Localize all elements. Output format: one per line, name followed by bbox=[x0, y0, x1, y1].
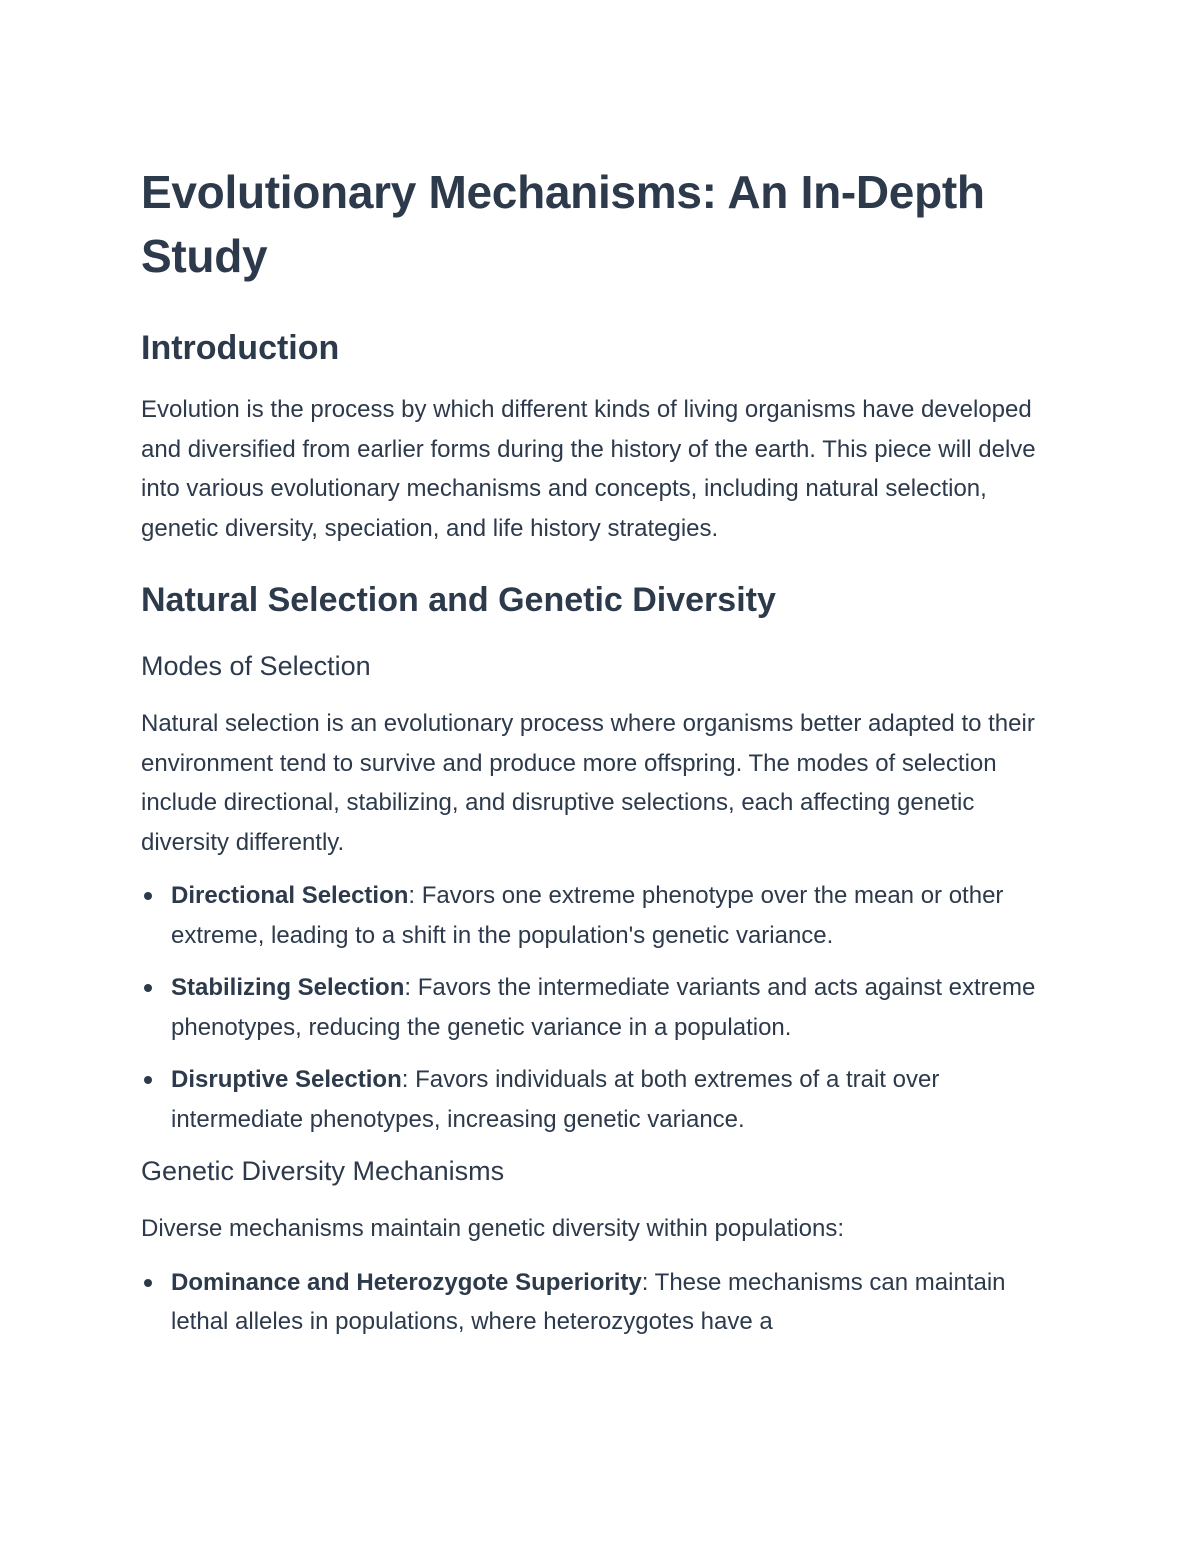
list-item-separator: : bbox=[408, 882, 422, 909]
genetic-diversity-heading: Genetic Diversity Mechanisms bbox=[141, 1156, 505, 1186]
bullet-icon bbox=[144, 984, 152, 992]
list-item bbox=[141, 1263, 1061, 1342]
list-item-term: Stabilizing Selection bbox=[171, 974, 405, 1001]
list-item-text: Favors the intermediate variants and acts against extreme phenotypes, reducing the genetic variance in a population. bbox=[171, 974, 1036, 1041]
introduction-paragraph: Evolution is the process by which different kinds of living organisms have developed and diversified from earlier forms during the history of the earth. This piece will delve into various evolutionary mechanisms and concepts, including natural selection, genetic diversity, speciation, and life history strategies. bbox=[141, 396, 1036, 542]
list-item-text: These mechanisms can maintain lethal alleles in populations, where heterozygotes have a bbox=[171, 1268, 1006, 1335]
modes-of-selection-paragraph: Natural selection is an evolutionary process where organisms better adapted to their environment tend to survive and produce more offspring. The modes of selection include directional, stabilizing, and disruptive selections, each affecting genetic diversity differently. bbox=[141, 710, 1035, 856]
diversity-mechanisms-list bbox=[141, 1263, 1061, 1342]
natural-selection-heading: Natural Selection and Genetic Diversity bbox=[141, 581, 776, 619]
genetic-diversity-paragraph: Diverse mechanisms maintain genetic diversity within populations: bbox=[141, 1215, 844, 1242]
list-item bbox=[141, 968, 1061, 1047]
document-title: Evolutionary Mechanisms: An In-Depth Study bbox=[141, 166, 985, 282]
list-item-text: Favors individuals at both extremes of a trait over intermediate phenotypes, increasing genetic variance. bbox=[171, 1066, 940, 1133]
modes-of-selection-heading: Modes of Selection bbox=[141, 651, 371, 681]
introduction-heading: Introduction bbox=[141, 329, 340, 367]
list-item-term: Directional Selection bbox=[171, 882, 409, 909]
list-item bbox=[141, 876, 1061, 955]
bullet-icon bbox=[144, 1076, 152, 1084]
list-item bbox=[141, 1060, 1061, 1139]
list-item-term: Dominance and Heterozygote Superiority bbox=[171, 1268, 642, 1296]
bullet-icon bbox=[144, 892, 152, 900]
document-page bbox=[141, 160, 1061, 1355]
list-item-separator: : bbox=[404, 974, 418, 1001]
list-item-separator: : bbox=[401, 1066, 416, 1093]
selection-modes-list bbox=[141, 876, 1061, 1139]
list-item-separator: : bbox=[641, 1268, 655, 1296]
list-item-text: Favors one extreme phenotype over the mean or other extreme, leading to a shift in the population's genetic variance. bbox=[171, 882, 1004, 949]
bullet-icon bbox=[144, 1279, 152, 1287]
list-item-term: Disruptive Selection bbox=[171, 1066, 402, 1093]
